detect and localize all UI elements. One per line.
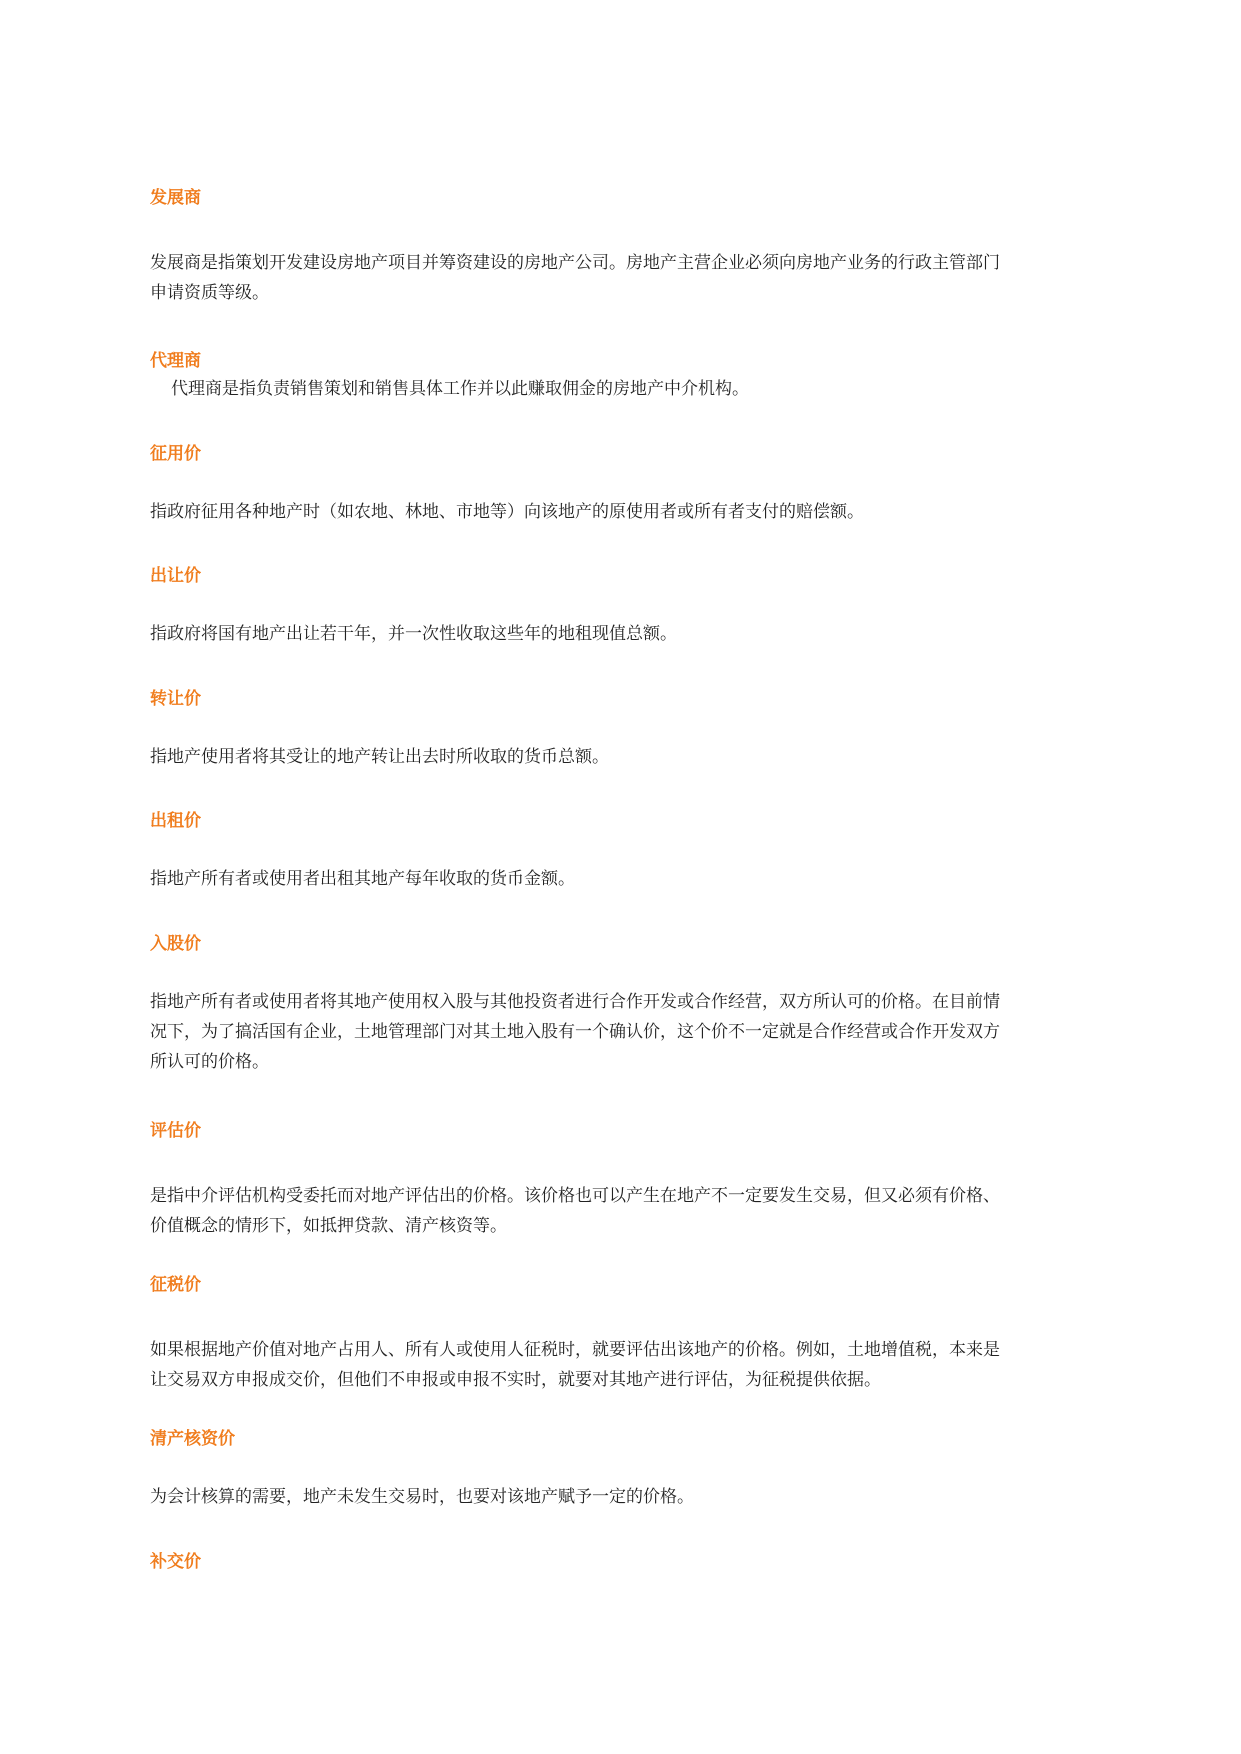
section-heading-tax-price: 征税价 bbox=[150, 1275, 201, 1295]
section-heading-agent: 代理商 bbox=[150, 351, 201, 371]
section-body-asset-verification-price bbox=[150, 1482, 694, 1512]
body-line: 所认可的价格。 bbox=[150, 1052, 269, 1072]
body-line: 指地产使用者将其受让的地产转让出去时所收取的货币总额。 bbox=[150, 747, 609, 767]
body-line: 代理商是指负责销售策划和销售具体工作并以此赚取佣金的房地产中介机构。 bbox=[171, 379, 749, 399]
section-body-appraisal-price bbox=[150, 1181, 1000, 1241]
body-line: 指政府将国有地产出让若干年，并一次性收取这些年的地租现值总额。 bbox=[150, 624, 677, 644]
section-body-transfer-price bbox=[150, 742, 609, 772]
body-line: 发展商是指策划开发建设房地产项目并筹资建设的房地产公司。房地产主营企业必须向房地产业务的行政主管部门 bbox=[150, 253, 1000, 273]
section-heading-appraisal-price: 评估价 bbox=[150, 1121, 201, 1141]
section-body-developer bbox=[150, 248, 1000, 308]
section-body-requisition-price bbox=[150, 497, 864, 527]
section-heading-requisition-price: 征用价 bbox=[150, 444, 201, 464]
body-line: 为会计核算的需要，地产未发生交易时，也要对该地产赋予一定的价格。 bbox=[150, 1487, 694, 1507]
body-line: 况下，为了搞活国有企业，土地管理部门对其土地入股有一个确认价，这个价不一定就是合作经营或合作开发双方 bbox=[150, 1022, 1000, 1042]
body-line: 是指中介评估机构受委托而对地产评估出的价格。该价格也可以产生在地产不一定要发生交易，但又必须有价格、 bbox=[150, 1186, 1000, 1206]
section-heading-developer: 发展商 bbox=[150, 188, 201, 208]
body-line: 指地产所有者或使用者将其地产使用权入股与其他投资者进行合作开发或合作经营，双方所认可的价格。在目前情 bbox=[150, 992, 1000, 1012]
section-body-equity-price bbox=[150, 987, 1000, 1077]
section-heading-asset-verification-price: 清产核资价 bbox=[150, 1429, 235, 1449]
section-heading-grant-price: 出让价 bbox=[150, 566, 201, 586]
body-line: 如果根据地产价值对地产占用人、所有人或使用人征税时，就要评估出该地产的价格。例如，土地增值税，本来是 bbox=[150, 1340, 1000, 1360]
section-body-grant-price bbox=[150, 619, 677, 649]
body-line: 让交易双方申报成交价，但他们不申报或申报不实时，就要对其地产进行评估，为征税提供依据。 bbox=[150, 1370, 881, 1390]
body-line: 指地产所有者或使用者出租其地产每年收取的货币金额。 bbox=[150, 869, 575, 889]
section-heading-transfer-price: 转让价 bbox=[150, 689, 201, 709]
body-line: 价值概念的情形下，如抵押贷款、清产核资等。 bbox=[150, 1216, 507, 1236]
section-heading-rental-price: 出租价 bbox=[150, 811, 201, 831]
body-line: 申请资质等级。 bbox=[150, 283, 269, 303]
section-body-rental-price bbox=[150, 864, 575, 894]
section-body-tax-price bbox=[150, 1335, 1000, 1395]
section-heading-supplementary-price: 补交价 bbox=[150, 1552, 201, 1572]
section-body-agent bbox=[150, 374, 749, 404]
body-line: 指政府征用各种地产时（如农地、林地、市地等）向该地产的原使用者或所有者支付的赔偿额。 bbox=[150, 502, 864, 522]
section-heading-equity-price: 入股价 bbox=[150, 934, 201, 954]
